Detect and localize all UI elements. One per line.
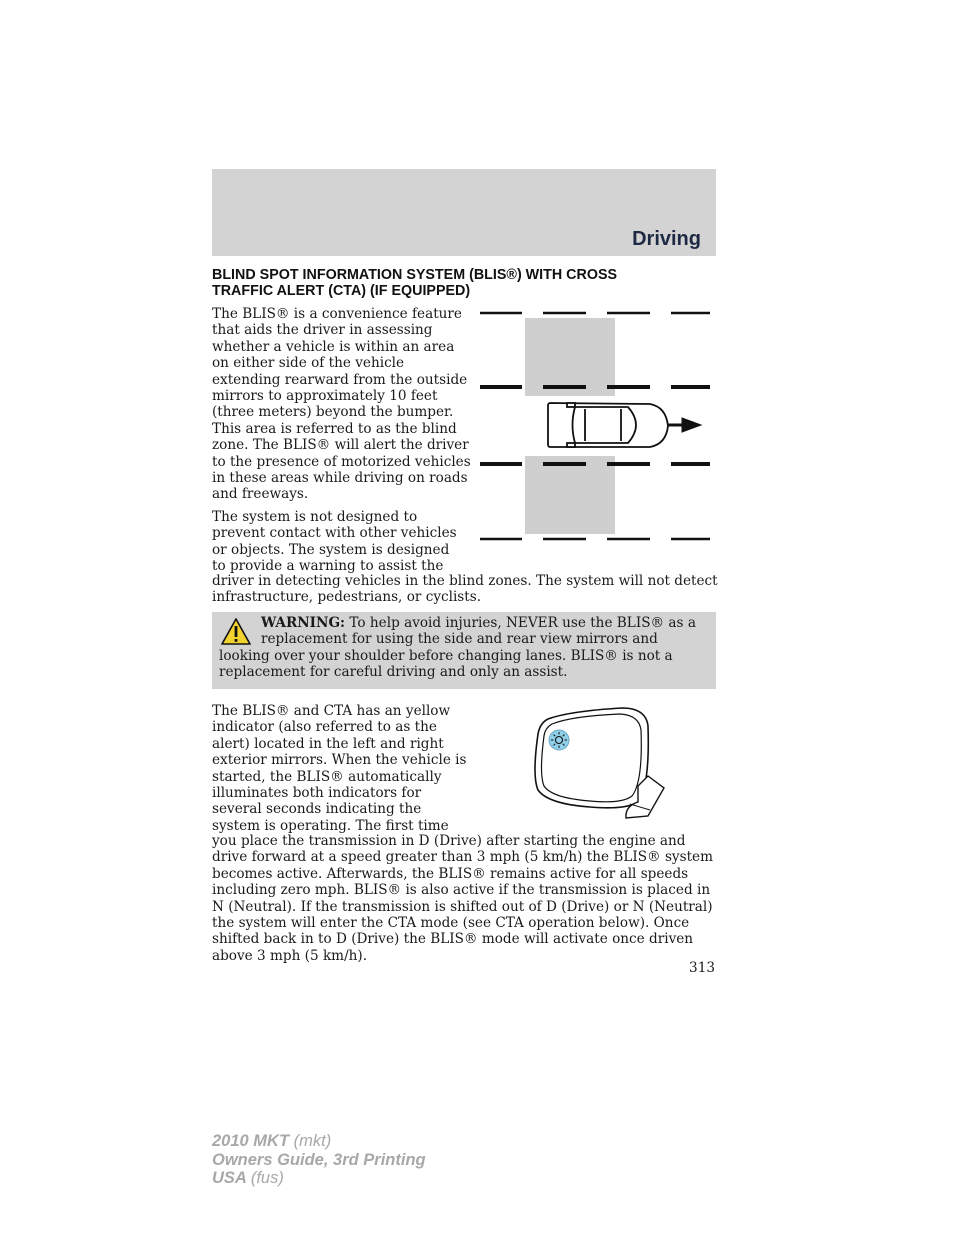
heading-line-1: BLIND SPOT INFORMATION SYSTEM (BLIS®) WITH CROSS: [212, 267, 618, 283]
footer-market: USA: [212, 1169, 247, 1187]
footer-model: 2010 MKT: [212, 1132, 290, 1150]
mirror-glass: [542, 714, 642, 802]
direction-arrow: [668, 418, 701, 432]
car-top-view: [548, 403, 668, 447]
system-limits-paragraph-cont: driver in detecting vehicles in the blind zones. The system will not detect infrastructure, pedestrians, or cyclists.: [212, 573, 718, 606]
blind-zone-diagram: [480, 306, 712, 542]
footer-market-line: [212, 1169, 426, 1188]
section-title: Driving: [632, 228, 701, 250]
side-mirror-illustration: [530, 706, 670, 826]
page-heading: [212, 268, 716, 299]
lower-blind-zone: [525, 456, 615, 534]
blis-indicator-icon: [549, 730, 569, 750]
footer-model-line: [212, 1132, 426, 1151]
heading-line-2: TRAFFIC ALERT (CTA) (IF EQUIPPED): [212, 282, 471, 299]
warning-text: [219, 615, 711, 681]
upper-blind-zone: [525, 318, 615, 396]
intro-paragraph: The BLIS® is a convenience feature that aids the driver in assessing whether a vehicle is within an area on either side of the vehicle extending rearward from the outside mirrors to approximately 10 feet (three meters) beyond the bumper. This area is referred to as the blind zone. The BLIS® will alert the driver to the presence of motorized vehicles in these areas while driving on roads and freeways.: [212, 306, 471, 503]
indicator-paragraph: The BLIS® and CTA has an yellow indicator (also referred to as the alert) located in the left and right exterior mirrors. When the vehicle is started, the BLIS® automatically illuminates both indicators for several seconds indicating the system is operating. The first time: [212, 703, 467, 834]
system-limits-paragraph: The system is not designed to prevent contact with other vehicles or objects. The system is designed to provide a warning to assist the: [212, 509, 457, 575]
warning-box: [212, 612, 716, 689]
footer: [212, 1132, 426, 1188]
footer-market-code: (fus): [250, 1169, 284, 1187]
page-number: 313: [689, 960, 715, 976]
indicator-paragraph-cont: you place the transmission in D (Drive) after starting the engine and drive forward at a speed greater than 3 mph (5 km/h) the BLIS® system becomes active. Afterwards, the BLIS® remains active for all speeds including zero mph. BLIS® is also active if the transmission is placed in N (Neutral). If the transmission is shifted out of D (Drive) or N (Neutral) the system will enter the CTA mode (see CTA operation below). Once shifted back in to D (Drive) the BLIS® mode will activate once driven above 3 mph (5 km/h).: [212, 833, 713, 964]
warning-label: WARNING:: [261, 615, 346, 631]
footer-model-code: (mkt): [293, 1132, 332, 1150]
warning-body: To help avoid injuries, NEVER use the BLIS® as a replacement for using the side and rear view mirrors and looking over your shoulder before changing lanes. BLIS® is not a replacement for careful driving and only an assist.: [219, 615, 696, 681]
section-header-band: [212, 169, 716, 256]
footer-guide: Owners Guide, 3rd Printing: [212, 1150, 426, 1169]
